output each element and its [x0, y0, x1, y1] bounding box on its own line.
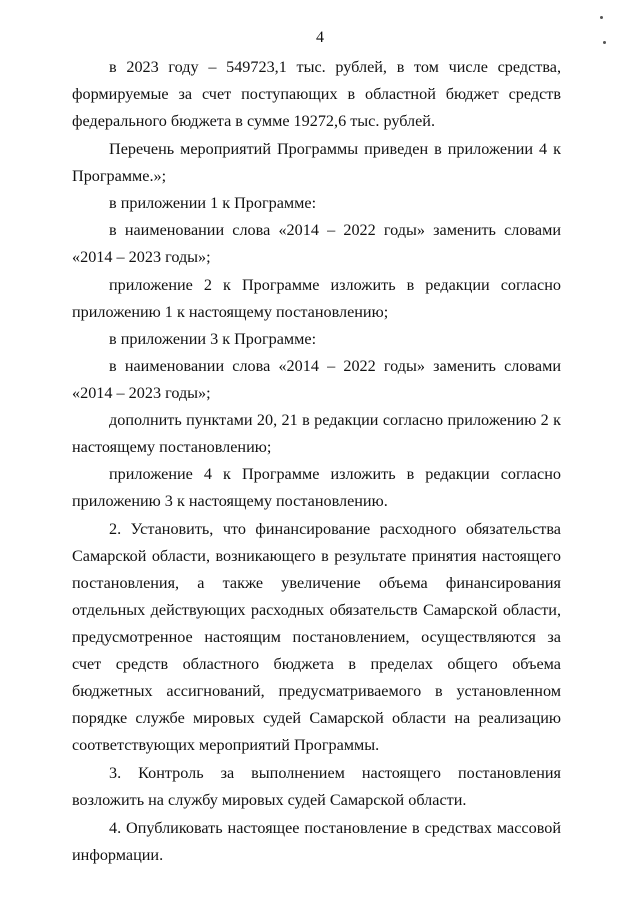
- paragraph: Перечень мероприятий Программы приведен в приложении 4 к Программе.»;: [72, 140, 561, 185]
- paragraph: в приложении 3 к Программе:: [109, 330, 317, 348]
- paragraph: 3. Контроль за выполнением настоящего постановления возложить на службу мировых судей Самарской области.: [72, 764, 561, 809]
- paragraph: в наименовании слова «2014 – 2022 годы» заменить словами «2014 – 2023 годы»;: [72, 357, 561, 402]
- paragraph: приложение 2 к Программе изложить в редакции согласно приложению 1 к настоящему постановлению;: [72, 276, 561, 321]
- paragraph: дополнить пунктами 20, 21 в редакции согласно приложению 2 к настоящему постановлению;: [72, 411, 561, 456]
- page-number: 4: [316, 29, 324, 46]
- paragraph: в 2023 году – 549723,1 тыс. рублей, в том числе средства, формируемые за счет поступающих в областной бюджет средств федерального бюджета в сумме 19272,6 тыс. рублей.: [72, 58, 561, 130]
- document-body: [72, 54, 561, 869]
- scan-speck: [600, 16, 603, 19]
- paragraph: приложение 4 к Программе изложить в редакции согласно приложению 3 к настоящему постановлению.: [72, 465, 561, 510]
- scan-speck: [603, 41, 606, 44]
- paragraph: в приложении 1 к Программе:: [109, 194, 317, 212]
- paragraph: 4. Опубликовать настоящее постановление в средствах массовой информации.: [72, 819, 561, 864]
- paragraph: 2. Установить, что финансирование расходного обязательства Самарской области, возникающего в результате принятия настоящего постановления, а также увеличение объема финансирования отдельных действующих расходных обязательств Самарской области, предусмотренное настоящим постановлением, осуществляются за счет средств областного бюджета в пределах общего объема бюджетных ассигнований, предусматриваемого в установленном порядке службе мировых судей Самарской области на реализацию соответствующих мероприятий Программы.: [72, 520, 561, 754]
- paragraph: в наименовании слова «2014 – 2022 годы» заменить словами «2014 – 2023 годы»;: [72, 221, 561, 266]
